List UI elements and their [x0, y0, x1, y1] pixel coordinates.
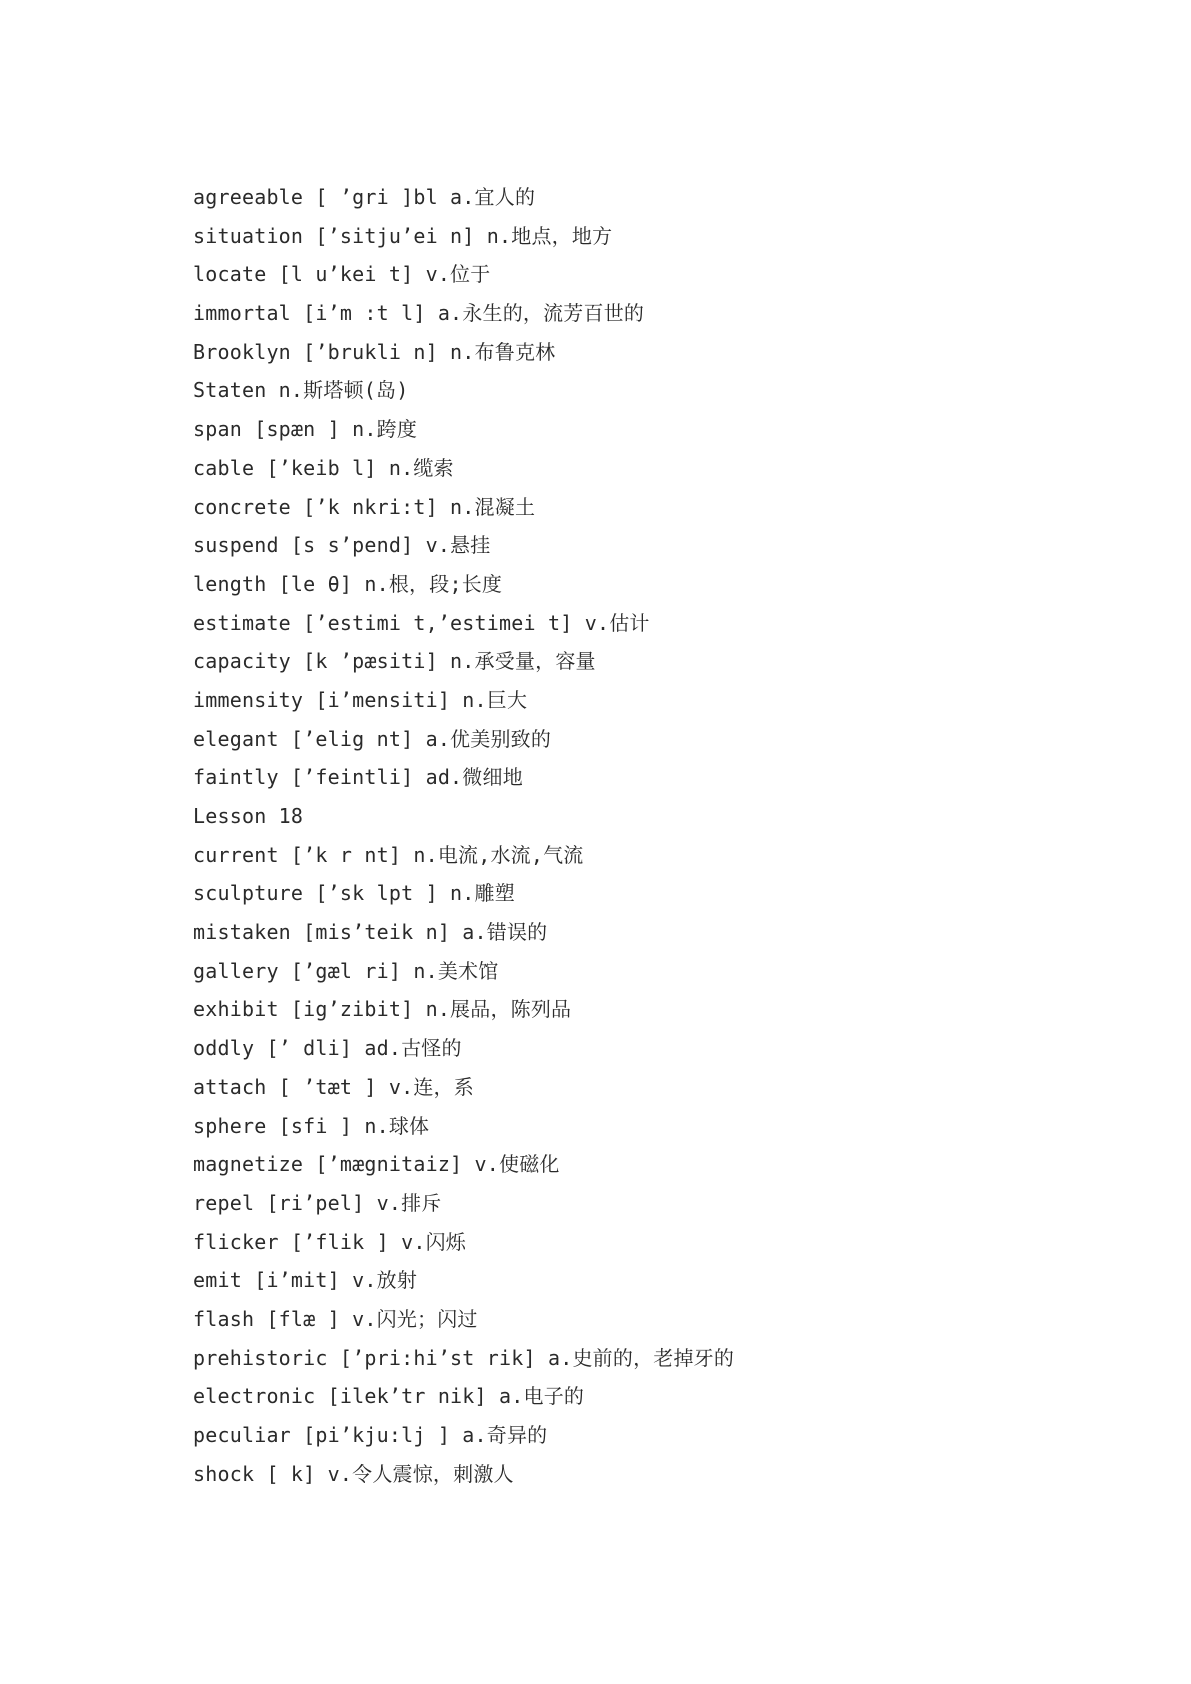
- vocab-entry-faintly: faintly [’feintli] ad.微细地: [193, 765, 523, 790]
- vocab-entry-sculpture: sculpture [’sk lpt ] n.雕塑: [193, 881, 515, 906]
- vocab-entry-span: span [spæn ] n.跨度: [193, 417, 418, 442]
- vocab-entry-emit: emit [i’mit] v.放射: [193, 1268, 418, 1293]
- vocab-entry-situation: situation [’sitju’ei n] n.地点，地方: [193, 223, 613, 248]
- vocab-entry-suspend: suspend [s s’pend] v.悬挂: [193, 533, 491, 558]
- vocab-entry-flash: flash [flæ ] v.闪光；闪过: [193, 1306, 478, 1331]
- vocab-entry-oddly: oddly [’ dli] ad.古怪的: [193, 1036, 462, 1061]
- vocab-entry-prehistoric: prehistoric [’pri:hi’st rik] a.史前的，老掉牙的: [193, 1345, 735, 1370]
- vocab-entry-brooklyn: Brooklyn [’brukli n] n.布鲁克林: [193, 339, 556, 364]
- vocab-entry-electronic: electronic [ilek’tr nik] a.电子的: [193, 1384, 585, 1409]
- vocab-entry-exhibit: exhibit [ig’zibit] n.展品，陈列品: [193, 997, 572, 1022]
- vocab-entry-capacity: capacity [k ’pæsiti] n.承受量，容量: [193, 649, 596, 674]
- vocab-entry-immensity: immensity [i’mensiti] n.巨大: [193, 687, 528, 712]
- vocab-entry-attach: attach [ ’tæt ] v.连，系: [193, 1074, 474, 1099]
- vocab-entry-shock: shock [ k] v.令人震惊，刺激人: [193, 1461, 514, 1486]
- vocab-entry-flicker: flicker [’flik ] v.闪烁: [193, 1229, 466, 1254]
- vocab-entry-locate: locate [l u’kei t] v.位于: [193, 262, 491, 287]
- vocab-entry-repel: repel [ri’pel] v.排斥: [193, 1190, 442, 1215]
- vocab-entry-immortal: immortal [i’m :t l] a.永生的，流芳百世的: [193, 301, 645, 326]
- vocab-entry-estimate: estimate [’estimi t,’estimei t] v.估计: [193, 610, 650, 635]
- vocab-entry-cable: cable [’keib l] n.缆索: [193, 455, 454, 480]
- lesson-heading: Lesson 18: [193, 804, 304, 828]
- vocab-entry-staten: Staten n.斯塔顿(岛): [193, 378, 409, 403]
- vocabulary-list: [193, 184, 1093, 1499]
- vocab-entry-elegant: elegant [’elig nt] a.优美别致的: [193, 726, 552, 751]
- vocab-entry-sphere: sphere [sfi ] n.球体: [193, 1113, 430, 1138]
- vocab-entry-peculiar: peculiar [pi’kju:lj ] a.奇异的: [193, 1423, 548, 1447]
- vocab-entry-gallery: gallery [’gæl ri] n.美术馆: [193, 958, 499, 983]
- vocab-entry-current: current [’k r nt] n.电流,水流,气流: [193, 842, 584, 867]
- vocab-entry-magnetize: magnetize [’mægnitaiz] v.使磁化: [193, 1152, 560, 1177]
- vocab-entry-agreeable: agreeable [ ’gri ]bl a.宜人的: [193, 185, 536, 209]
- vocab-entry-length: length [le θ] n.根，段;长度: [193, 571, 503, 596]
- vocab-entry-concrete: concrete [’k nkri:t] n.混凝土: [193, 494, 536, 519]
- vocab-entry-mistaken: mistaken [mis’teik n] a.错误的: [193, 920, 548, 945]
